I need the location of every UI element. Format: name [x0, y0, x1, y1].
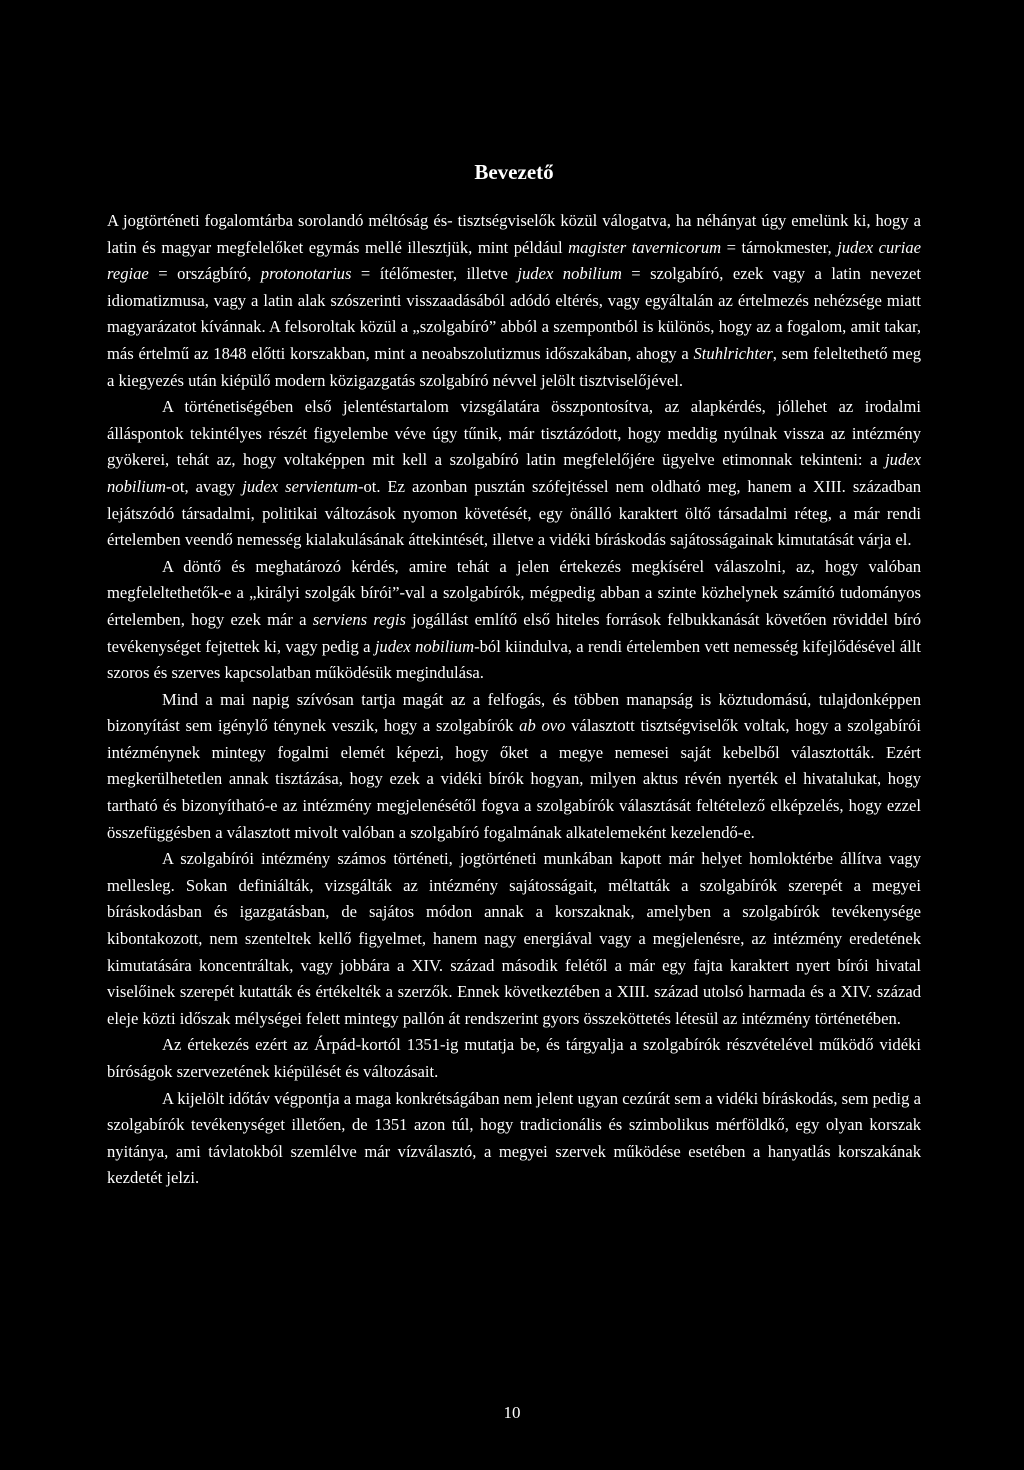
latin-term: judex nobilium: [374, 636, 475, 656]
paragraph-2: [107, 394, 921, 554]
paragraph-5: [107, 846, 921, 1032]
text-run: A szolgabírói intézmény számos történeti, jogtörténeti munkában kapott már helyet homloktérbe állítva vagy mellesleg. Sokan definiálták, vizsgálták az intézmény sajátosságait, méltatták a szolgabírók szerepét a megyei bíráskodásban és igazgatásban, de sajátos módon annak a korszaknak, amelyben a szolgabírók tevékenysége kibontakozott, nem szenteltek kellő figyelmet, hanem nagy energiával vagy a megjelenésre, az intézmény eredetének kimutatására koncentráltak, vagy jobbára a XIV. század második felétől a már egy fajta karaktert nyert bírói hivatal viselőinek szerepét kutatták és értékelték a szerzők. Ennek következtében a XIII. század utolsó harmada és a XIV. század eleje közti időszak mélységei felett mintegy pallón át rendszerint gyors összeköttetés létesül az intézmény történetében.: [107, 849, 921, 1028]
page-number: 10: [503, 1403, 521, 1422]
paragraph-6: [107, 1032, 921, 1085]
text-run: -ot, avagy: [166, 476, 243, 496]
text-run: Mind a mai napig szívósan tartja magát az a felfogás, és többen manapság is köztudomású, tulajdonképpen bizonyítást sem igénylő ténynek veszik, hogy a szolgabírók: [107, 689, 921, 736]
paragraph-7: [107, 1086, 921, 1192]
text-run: jogállást említő első hiteles források felbukkanását követően röviddel bíró tevékenységet fejtettek ki, vagy pedig a: [107, 609, 921, 656]
text-run: A döntő és meghatározó kérdés, amire tehát a jelen értekezés megkísérel válaszolni, az, hogy valóban megfeleltethetők-e a „királyi szolgák bírói”-val a szolgabírók, mégpedig abban a szinte közhelynek számító tudományos értelemben, hogy ezek már a: [107, 556, 921, 629]
text-run: = országbíró,: [148, 264, 261, 284]
text-run: = ítélőmester, illetve: [351, 264, 518, 284]
text-run: = szolgabíró, ezek vagy a latin nevezet idiomatizmusa, vagy a latin alak szószerinti visszaadásából adódó eltérés, vagy egyáltalán az értelmezés nehézsége miatt magyarázatot kívánnak. A felsoroltak közül a „szolgabíró” abból a szempontból is különös, hogy az a fogalom, amit takar, más értelmű az 1848 előtti korszakban, mint a neoabszolutizmus időszakában, ahogy a: [107, 264, 921, 363]
text-run: -ból kiindulva, a rendi értelemben vett nemesség kifejlődésével állt szoros és szerves kapcsolatban működésük megindulása.: [107, 636, 922, 683]
document-page: [107, 160, 921, 1430]
text-run: A történetiségében első jelentéstartalom vizsgálatára összpontosítva, az alapkérdés, jóllehet az irodalmi álláspontok tekintélyes részét figyelembe véve úgy tűnik, már tisztázódott, hogy meddig nyúlnak vissza az intézmény gyökerei, tehát az, hogy voltaképpen mit kell a szolgabíró latin megfelelőjére ügyelve etimonnak tekinteni: a: [107, 397, 921, 470]
latin-term: judex servientum: [242, 476, 358, 496]
latin-term: protonotarius: [260, 264, 352, 284]
paragraph-3: [107, 554, 921, 687]
body-text: [107, 208, 921, 1192]
latin-term: serviens regis: [312, 609, 406, 629]
latin-term: ab ovo: [519, 716, 566, 736]
text-run: -ot. Ez azonban pusztán szófejtéssel nem oldható meg, hanem a XIII. században lejátszódó társadalmi, politikai változások nyomon követését, egy önálló karaktert öltő társadalmi réteg, a már rendi értelemben veendő nemesség kialakulásának áttekintését, illetve a vidéki bíráskodás sajátosságainak kimutatását várja el.: [107, 476, 921, 550]
text-run: A kijelölt időtáv végpontja a maga konkrétságában nem jelent ugyan cezúrát sem a vidéki bíráskodás, sem pedig a szolgabírók tevékenységet illetően, de 1351 azon túl, hogy tradicionális és szimbolikus mérföldkő, egy olyan korszak nyitánya, ami távlatokból szemlélve már vízválasztó, a megyei szervek működése esetében a hanyatlás korszakának kezdetét jelzi.: [107, 1088, 921, 1188]
latin-term: judex nobilium: [517, 264, 622, 284]
text-run: A jogtörténeti fogalomtárba sorolandó méltóság és- tisztségviselők közül válogatva, ha néhányat úgy emelünk ki, hogy a latin és magyar megfelelőket egymás mellé illesztjük, mint például: [107, 211, 921, 257]
german-term: Stuhlrichter: [693, 343, 773, 363]
text-run: = tárnokmester,: [721, 237, 838, 257]
page-title: Bevezető: [474, 160, 554, 184]
latin-term: judex nobilium: [107, 450, 921, 496]
text-run: , sem feleltethető meg a kiegyezés után kiépülő modern közigazgatás szolgabíró névvel jelölt tisztviselőjével.: [107, 343, 922, 390]
text-run: választott tisztségviselők voltak, hogy a szolgabírói intézménynek mintegy fogalmi elemét képezi, hogy őket a megye nemesei saját kebelből választották. Ezért megkerülhetetlen annak tisztázása, hogy ezek a vidéki bírók hogyan, milyen aktus révén nyerték el hivatalukat, hogy tartható és bizonyítható-e az intézmény megjelenésétől fogva a szolgabírók választását feltételező elképzelés, hogy ezzel összefüggésben a választott mivolt valóban a szolgabíró fogalmának alkatelemeként kezelendő-e.: [107, 716, 921, 842]
paragraph-4: [107, 687, 921, 847]
latin-term: magister tavernicorum: [568, 237, 722, 257]
latin-term: judex curiae regiae: [107, 237, 921, 284]
text-run: Az értekezés ezért az Árpád-kortól 1351-ig mutatja be, és tárgyalja a szolgabírók részvételével működő vidéki bíróságok szervezetének kiépülését és változásait.: [107, 1035, 921, 1081]
paragraph-1: [107, 208, 921, 394]
